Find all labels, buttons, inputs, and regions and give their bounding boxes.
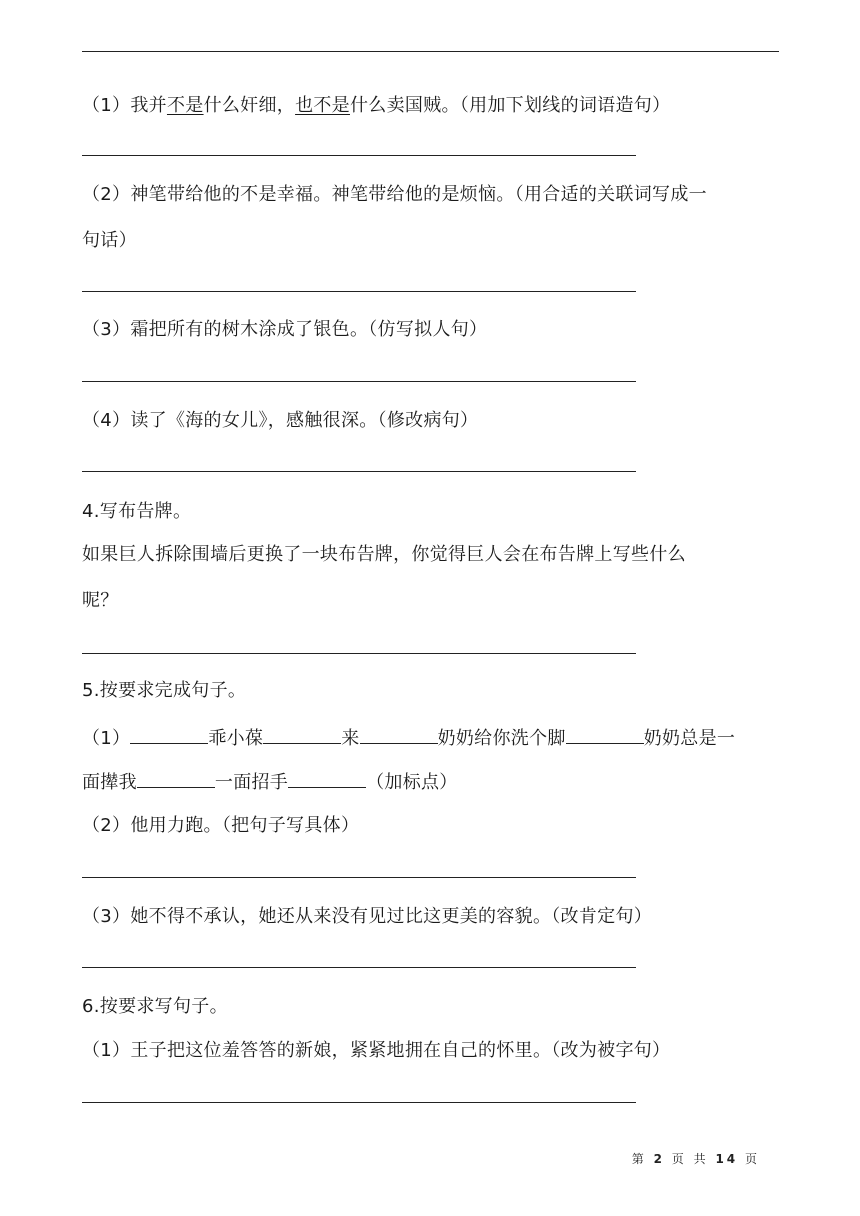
section-5-q1-line-a: （1） 乖小葆 来 奶奶给你洗个脚 奶奶总是一 [82,725,735,751]
punctuation-blank[interactable] [130,725,208,744]
punctuation-blank[interactable] [566,725,644,744]
section-4-body-b: 呢？ [82,590,119,611]
section-5-q1-line-b: 面撵我 一面招手 （加标点） [82,769,458,795]
page-footer: 第 2 页 共 14 页 [631,1152,760,1166]
section-5-title: 5.按要求完成句子。 [82,680,247,701]
page-total: 14 [715,1152,739,1166]
answer-line-2[interactable] [82,291,636,292]
q1-text-b: 什么奸细， [203,95,296,116]
punctuation-blank[interactable] [288,769,366,788]
answer-line-6[interactable] [82,877,636,878]
q1-text-a: （1）我并 [82,95,167,116]
question-1 [82,94,670,118]
answer-line-3[interactable] [82,381,636,382]
section-5-q2: （2）他用力跑。（把句子写具体） [82,815,360,836]
q1-text-c: 什么卖国贼。（用加下划线的词语造句） [349,95,671,116]
answer-line-1[interactable] [82,155,636,156]
question-4: （4）读了《海的女儿》，感触很深。（修改病句） [82,410,479,431]
section-6-title: 6.按要求写句子。 [82,996,228,1017]
punctuation-blank[interactable] [263,725,341,744]
answer-line-8[interactable] [82,1102,636,1103]
section-5-q3: （3）她不得不承认，她还从来没有见过比这更美的容貌。（改肯定句） [82,906,653,927]
question-2a: （2）神笔带给他的不是幸福。神笔带给他的是烦恼。（用合适的关联词写成一 [82,184,707,205]
q1-underlined-1: 不是 [166,95,204,116]
question-2b: 句话） [82,230,137,251]
section-4-title: 4.写布告牌。 [82,501,192,522]
section-4-body-a: 如果巨人拆除围墙后更换了一块布告牌，你觉得巨人会在布告牌上写些什么 [82,544,686,565]
question-3: （3）霜把所有的树木涂成了银色。（仿写拟人句） [82,319,488,340]
page-number: 2 [653,1152,665,1166]
punctuation-blank[interactable] [360,725,438,744]
header-rule [82,51,779,52]
punctuation-blank[interactable] [137,769,215,788]
section-6-q1: （1）王子把这位羞答答的新娘，紧紧地拥在自己的怀里。（改为被字句） [82,1040,671,1061]
q1-underlined-2: 也不是 [295,95,350,116]
answer-line-7[interactable] [82,967,636,968]
answer-line-5[interactable] [82,653,636,654]
answer-line-4[interactable] [82,471,636,472]
